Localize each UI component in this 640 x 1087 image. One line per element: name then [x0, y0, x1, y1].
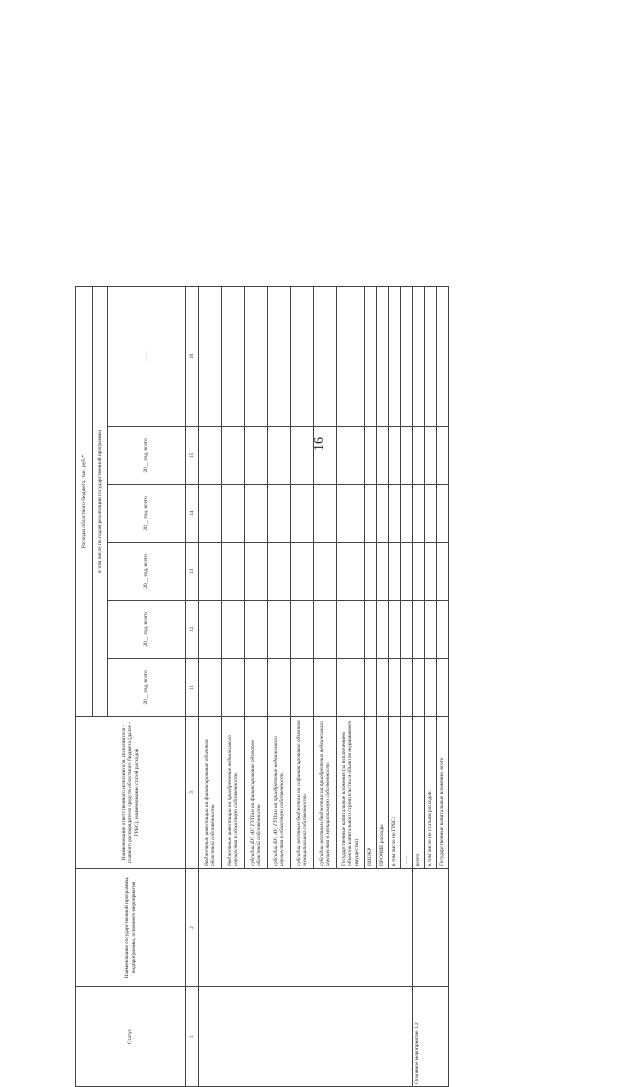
header-status: Статус — [76, 987, 186, 1087]
column-number: 11 — [186, 659, 199, 717]
header-program-name: Наименование государственной программы, подпрограммы, основного мероприятия — [76, 869, 186, 987]
table-row — [413, 286, 425, 1086]
column-number: 2 — [186, 869, 199, 987]
column-number-row — [186, 286, 199, 1086]
header-expenses-title: Расходы областного бюджета, тыс. руб.* — [76, 286, 93, 716]
header-year-4: 20__ год, всего — [108, 485, 186, 543]
expense-item: субсидии местным бюджетам на софинансирование объектов муниципальной собственности — [291, 717, 314, 869]
header-year-3: 20__ год, всего — [108, 543, 186, 601]
status-cell — [199, 987, 413, 1087]
expense-item: бюджетные инвестиции на финансирование объектов областной собственности — [199, 717, 222, 869]
expense-item: ПРОЧИЕ расходы — [377, 717, 389, 869]
page-number: 16 — [312, 437, 327, 451]
column-number: 15 — [186, 427, 199, 485]
header-year-5: 20__ год, всего — [108, 427, 186, 485]
header-year-2: 20__ год, всего — [108, 601, 186, 659]
expense-table-sheet — [75, 287, 569, 1087]
program-cell — [413, 869, 449, 987]
column-number: 1 — [186, 987, 199, 1087]
expense-item: в том числе по статьям расходов: — [425, 717, 437, 869]
header-year-1: 20__ год, всего — [108, 659, 186, 717]
column-number: 14 — [186, 485, 199, 543]
expense-item: …… — [401, 717, 413, 869]
event-label: Основное мероприятие 1.2 — [413, 987, 449, 1087]
header-executor: Наименование ответственного исполнителя, исполнителя - главного распорядителя средств областного бюджета (далее - ГРБС), наименование статей расходов — [76, 717, 186, 869]
expense-item: субсидии местным бюджетам на приобретение недвижимого имущества в муниципальную собственность — [314, 717, 337, 869]
expense-item: в том числе по ГРБС: — [389, 717, 401, 869]
column-number: 3 — [186, 717, 199, 869]
expense-item: субсидии БУ, АУ, ГУПам на приобретение недвижимого имущества в областную собственность — [268, 717, 291, 869]
column-number: 12 — [186, 601, 199, 659]
expense-item: всего — [413, 717, 425, 869]
column-number: 13 — [186, 543, 199, 601]
expense-item: субсидии БУ, АУ, ГУПам на финансирование объектов областной собственности — [245, 717, 268, 869]
header-ellipsis: …… — [108, 286, 186, 426]
expense-item: НИОКР — [365, 717, 377, 869]
table-row — [199, 286, 222, 1086]
header-by-years: в том числе по годам реализации государственной программы — [93, 286, 108, 716]
program-cell — [199, 869, 413, 987]
expense-item: Государственные капитальные вложения, всего — [437, 717, 449, 869]
expense-item: бюджетные инвестиции на приобретение недвижимого имущества в областную собственность — [222, 717, 245, 869]
expense-table — [75, 286, 449, 1087]
column-number: 16 — [186, 286, 199, 426]
expense-item: Государственные капитальные вложения (за исключением объектов капитального строительства и объектов недвижимого имущества) — [337, 717, 365, 869]
